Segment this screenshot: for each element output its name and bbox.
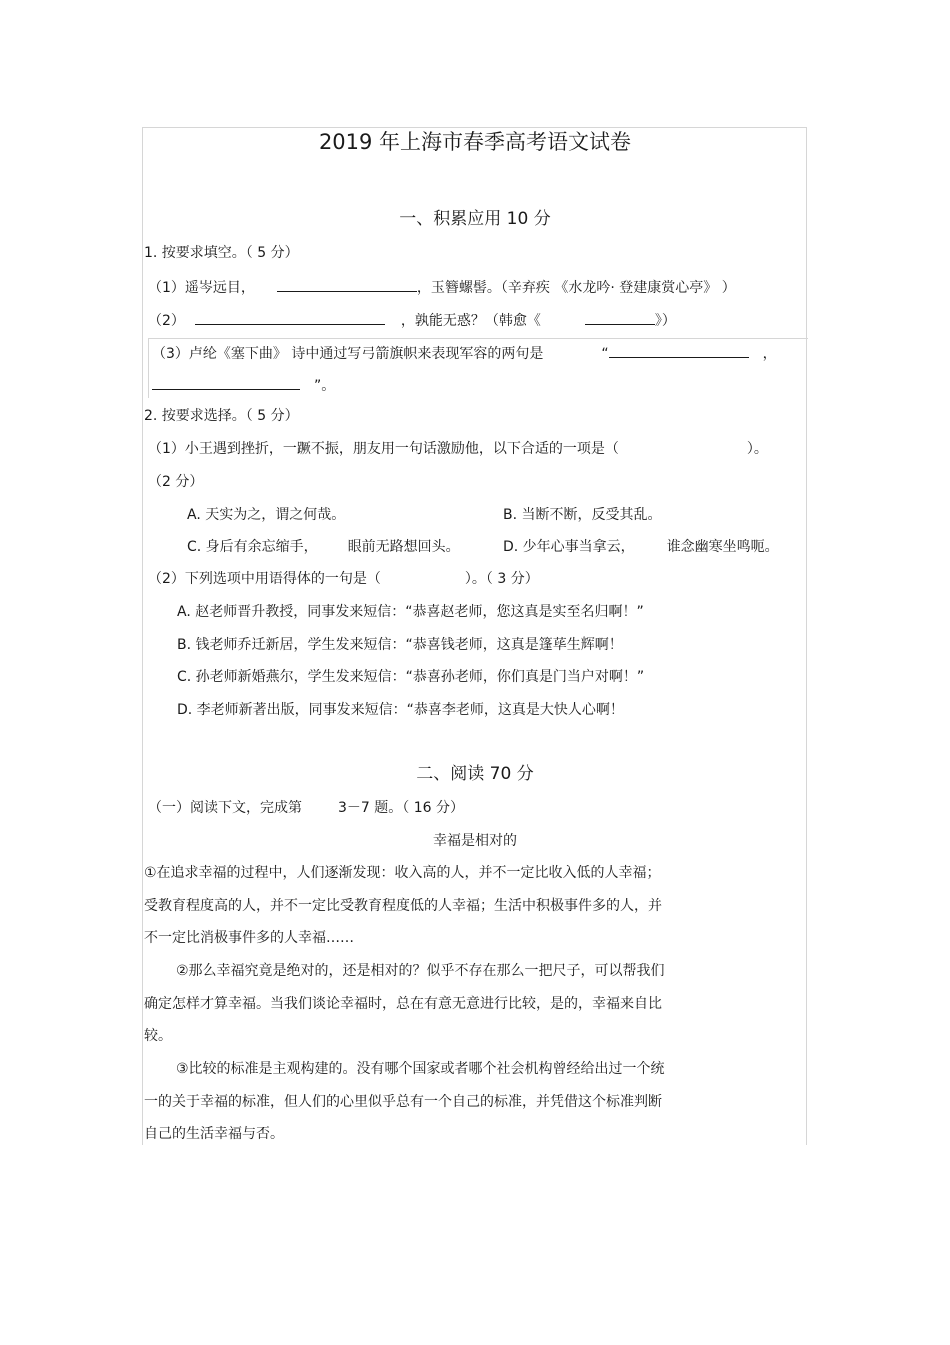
section-heading-1: 一、积累应用 10 分 (399, 209, 551, 229)
item-3-open-quote: “ (601, 346, 609, 362)
page-frame-top (142, 127, 806, 128)
item-2-mid: ，孰能无惑？（韩愈《 (400, 313, 541, 329)
sub-2-option-b: B. 钱老师乔迁新居，学生发来短信：“恭喜钱老师，这真是篷荜生辉啊！ (177, 637, 623, 653)
page-frame-left (142, 127, 143, 1145)
section-heading-2: 二、阅读 70 分 (416, 764, 534, 784)
sub-1-end: ）。 (746, 441, 768, 457)
question-1-item-3 (152, 343, 777, 363)
question-1-heading: 1. 按要求填空。（ 5 分） (144, 245, 299, 261)
reading-intro-b: 3－7 题。（ 16 分） (338, 800, 464, 816)
reading-intro (148, 799, 464, 817)
question-2-sub-1 (148, 440, 768, 458)
question-2-sub-1-score: （2 分） (148, 474, 204, 490)
question-1-item-2 (148, 310, 676, 330)
option-d-part-2: 谁念幽寒坐鸣呃。 (666, 539, 779, 555)
reading-intro-a: （一）阅读下文，完成第 (148, 800, 302, 816)
article-title: 幸福是相对的 (433, 833, 517, 849)
question-2-sub-2 (148, 570, 539, 588)
question-1-item-1 (148, 277, 736, 297)
page-title: 2019 年上海市春季高考语文试卷 (318, 130, 632, 154)
sub-2-end: ）。（ 3 分） (464, 571, 539, 587)
paragraph-3-line-2: 一的关于幸福的标准，但人们的心里似乎总有一个自己的标准，并凭借这个标准判断 (144, 1094, 662, 1110)
answer-blank[interactable] (195, 310, 385, 325)
item-3-close: ”。 (314, 378, 336, 394)
option-c (187, 538, 460, 556)
option-c-part-1: C. 身后有余忘缩手， (187, 539, 318, 555)
item-3-comma: ， (762, 346, 777, 362)
sub-2-text: （2）下列选项中用语得体的一句是（ (148, 571, 381, 587)
item-1-suffix: ，玉簪螺髻。（辛弃疾 《水龙吟· 登建康赏心亭》 ） (416, 280, 736, 296)
page-frame-right (806, 127, 807, 1145)
paragraph-1-line-2: 受教育程度高的人，并不一定比受教育程度低的人幸福；生活中积极事件多的人，并 (144, 898, 662, 914)
question-1-item-3-cont (152, 375, 335, 395)
item3-box-left (148, 338, 149, 398)
sub-2-option-d: D. 李老师新著出版，同事发来短信：“恭喜李老师，这真是大快人心啊！ (177, 702, 624, 718)
question-2-heading: 2. 按要求选择。（ 5 分） (144, 408, 299, 424)
paragraph-3-line-1: ③比较的标准是主观构建的。没有哪个国家或者哪个社会机构曾经给出过一个统 (176, 1061, 665, 1077)
item3-box-top (148, 338, 808, 339)
option-c-part-2: 眼前无路想回头。 (347, 539, 460, 555)
paragraph-1-line-1: ①在追求幸福的过程中，人们逐渐发现：收入高的人，并不一定比收入低的人幸福； (144, 865, 661, 881)
answer-blank[interactable] (609, 343, 749, 358)
paragraph-3-line-3: 自己的生活幸福与否。 (144, 1126, 284, 1142)
paragraph-2-line-3: 较。 (144, 1028, 172, 1044)
option-d (503, 538, 779, 556)
sub-2-option-a: A. 赵老师晋升教授，同事发来短信：“恭喜赵老师，您这真是实至名归啊！” (177, 604, 644, 620)
item-1-prefix: （1）遥岑远目， (148, 280, 255, 296)
sub-1-text: （1）小王遇到挫折，一蹶不振，朋友用一句话激励他，以下合适的一项是（ (148, 441, 619, 457)
option-d-part-1: D. 少年心事当拿云， (503, 539, 635, 555)
option-b: B. 当断不断，反受其乱。 (503, 507, 662, 523)
paragraph-2-line-1: ②那么幸福究竟是绝对的，还是相对的？似乎不存在那么一把尺子，可以帮我们 (176, 963, 665, 979)
item-2-suffix: 》） (654, 313, 676, 329)
answer-blank[interactable] (277, 277, 417, 292)
option-a: A. 天实为之，谓之何哉。 (187, 507, 346, 523)
sub-2-option-c: C. 孙老师新婚燕尔，学生发来短信：“恭喜孙老师，你们真是门当户对啊！” (177, 669, 645, 685)
paragraph-1-line-3: 不一定比消极事件多的人幸福…… (144, 930, 354, 946)
answer-blank[interactable] (585, 310, 655, 325)
item-3-prefix: （3）卢纶《塞下曲》 诗中通过写弓箭旗帜来表现军容的两句是 (152, 346, 544, 362)
paragraph-2-line-2: 确定怎样才算幸福。当我们谈论幸福时，总在有意无意进行比较，是的，幸福来自比 (144, 996, 662, 1012)
answer-blank[interactable] (152, 375, 300, 390)
item-2-prefix: （2） (148, 313, 185, 329)
